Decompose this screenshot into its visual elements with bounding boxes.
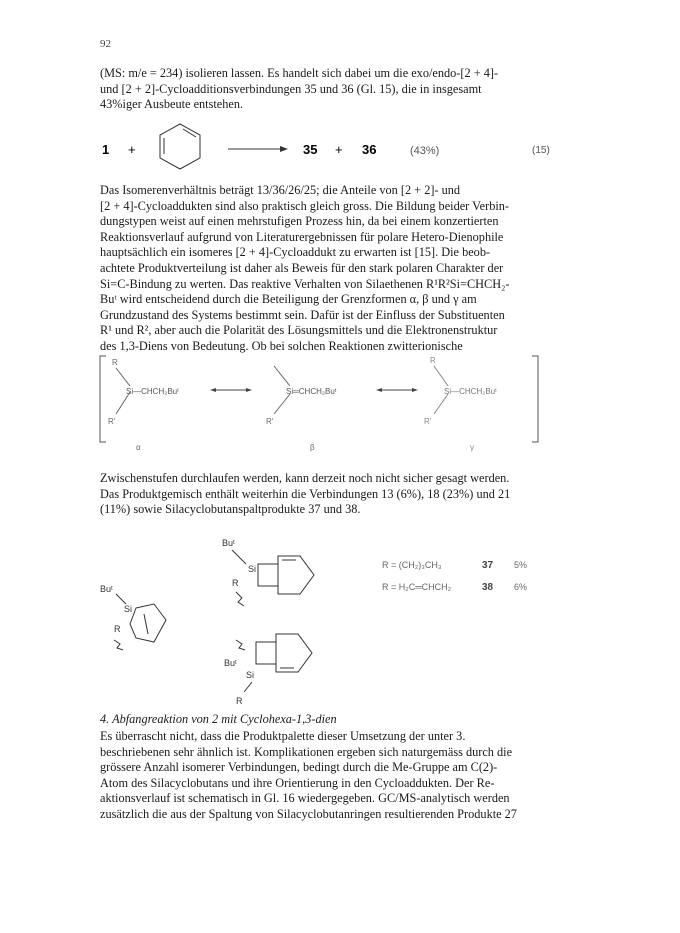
text-line: grössere Anzahl isomerer Verbindungen, bedingt durch die Me-Gruppe am C(2)- (100, 760, 498, 775)
text-line: beschriebenen sehr ähnlich ist. Komplikationen ergeben sich naturgemäss durch die (100, 744, 513, 759)
r-label: R (236, 696, 243, 706)
but-label: Buᵗ (224, 658, 237, 668)
paragraph-4 (100, 729, 580, 823)
eq-plus: + (335, 142, 343, 157)
but-label: Buᵗ (100, 584, 113, 594)
bracket-right (532, 356, 538, 442)
substituent-r-prime: R' (108, 417, 116, 426)
legend-38 (382, 582, 527, 593)
text-line: und [2 + 2]-Cycloadditionsverbindungen 35 und 36 (Gl. 15), die in insgesamt (100, 81, 482, 96)
si-label: Si (246, 670, 255, 680)
r-label: R (232, 578, 239, 588)
text-line: aktionsverlauf ist schematisch in Gl. 16 wiedergegeben. GC/MS-analytisch werden (100, 791, 510, 806)
resonance-arrow (210, 388, 252, 392)
text-line: Buᵗ wird entscheidend durch die Beteiligung der Grenzformen α, β und γ am (100, 292, 477, 307)
legend-37 (382, 560, 527, 571)
legend-compound: 38 (482, 582, 494, 593)
label-beta: β (310, 443, 315, 452)
resonance-arrow (376, 388, 418, 392)
text-line: [2 + 4]-Cycloaddukten sind also praktisch gleich gross. Die Bildung beider Verbin- (100, 198, 510, 213)
substituent-r-prime: R' (266, 417, 274, 426)
eq-plus: + (128, 142, 136, 157)
silicon-fragment: Si═CHCH₂Buᵗ (286, 387, 337, 396)
section-heading: 4. Abfangreaktion von 2 mit Cyclohexa-1,3-dien (100, 712, 337, 726)
text-line: achtete Produktverteilung ist daher als Beweis für den stark polaren Charakter der (100, 260, 504, 275)
silacyclobutane-structure-2 (224, 634, 312, 706)
resonance-scheme (96, 352, 584, 462)
text-line: Atom des Silacyclobutans und ihre Orientierung in den Cycloaddukten. Der Re- (100, 775, 495, 790)
text-line: zusätzlich die aus der Spaltung von Silacyclobutanringen resultierenden Produkte 27 (100, 806, 517, 821)
product-structures (96, 528, 586, 708)
substituent-r: R (430, 356, 436, 365)
text-line: des 1,3-Diens von Bedeutung. Ob bei solchen Reaktionen zwitterionische (100, 338, 463, 353)
eq-yield: (43%) (410, 145, 440, 157)
eq-product-36: 36 (362, 142, 377, 157)
substituent-r-prime: R' (424, 417, 432, 426)
text-line: (MS: m/e = 234) isolieren lassen. Es handelt sich dabei um die exo/endo-[2 + 4]- (100, 66, 499, 80)
legend-formula: R = (CH₂)₃CH₃ (382, 560, 442, 570)
legend-percent: 6% (514, 582, 528, 592)
structure-alpha (108, 358, 179, 452)
cyclohexadiene-structure (160, 124, 200, 169)
text-line: Zwischenstufen durchlaufen werden, kann derzeit noch nicht sicher gesagt werden. (100, 471, 510, 485)
structure-beta (266, 366, 337, 452)
eq-reactant: 1 (102, 142, 110, 157)
eq-product-35: 35 (303, 142, 318, 157)
page-number: 92 (100, 38, 111, 50)
text-line: Das Isomerenverhältnis beträgt 13/36/26/25; die Anteile von [2 + 2]- und (100, 183, 461, 197)
si-label: Si (248, 564, 257, 574)
label-gamma: γ (470, 443, 474, 452)
text-line: (11%) sowie Silacyclobutanspaltprodukte 37 und 38. (100, 502, 361, 517)
silicon-fragment: Si—CHCH₂Buᵗ (444, 387, 497, 396)
legend-percent: 5% (514, 560, 528, 570)
r-label: R (114, 624, 121, 634)
paragraph-1 (100, 66, 580, 113)
text-line: R¹ und R², aber auch die Polarität des Lösungsmittels und die Elektronenstruktur (100, 323, 498, 338)
structure-gamma (424, 356, 497, 452)
legend-compound: 37 (482, 560, 494, 571)
text-line: Es überrascht nicht, dass die Produktpalette dieser Umsetzung der unter 3. (100, 729, 466, 743)
paragraph-3 (100, 471, 580, 518)
text-line: hauptsächlich ein isomeres [2 + 4]-Cycloaddukt zu erwarten ist [15]. Die beob- (100, 245, 491, 260)
legend-formula: R = H₂C═CHCH₂ (382, 582, 452, 592)
but-label: Buᵗ (222, 538, 235, 548)
text-line: Reaktionsverlauf aufgrund von Literaturergebnissen für polare Hetero-Dienophile (100, 229, 504, 244)
text-line: Das Produktgemisch enthält weiterhin die Verbindungen 13 (6%), 18 (23%) und 21 (100, 486, 511, 501)
silacyclobutane-structure-1 (222, 538, 314, 606)
eq-label: (15) (532, 145, 550, 156)
reaction-arrow (228, 146, 288, 152)
paragraph-2 (100, 183, 580, 355)
substituent-r: R (112, 358, 118, 367)
text-line: dungstypen weist auf einen mehrstufigen Prozess hin, da bei einem konzertierten (100, 214, 499, 229)
silicon-fragment: Si—CHCH₂Buᵗ (126, 387, 179, 396)
si-label: Si (124, 604, 133, 614)
bicyclic-structure (100, 584, 166, 650)
bracket-left (100, 356, 106, 442)
text-line: Si=C-Bindung zu werten. Das reaktive Verhalten von Silaethenen R¹R²Si=CHCH₂- (100, 276, 510, 291)
equation-15 (100, 116, 580, 180)
label-alpha: α (136, 443, 141, 452)
text-line: Grundzustand des Systems bestimmt sein. Dafür ist der Einfluss der Substituenten (100, 307, 505, 322)
text-line: 43%iger Ausbeute entstehen. (100, 97, 244, 112)
